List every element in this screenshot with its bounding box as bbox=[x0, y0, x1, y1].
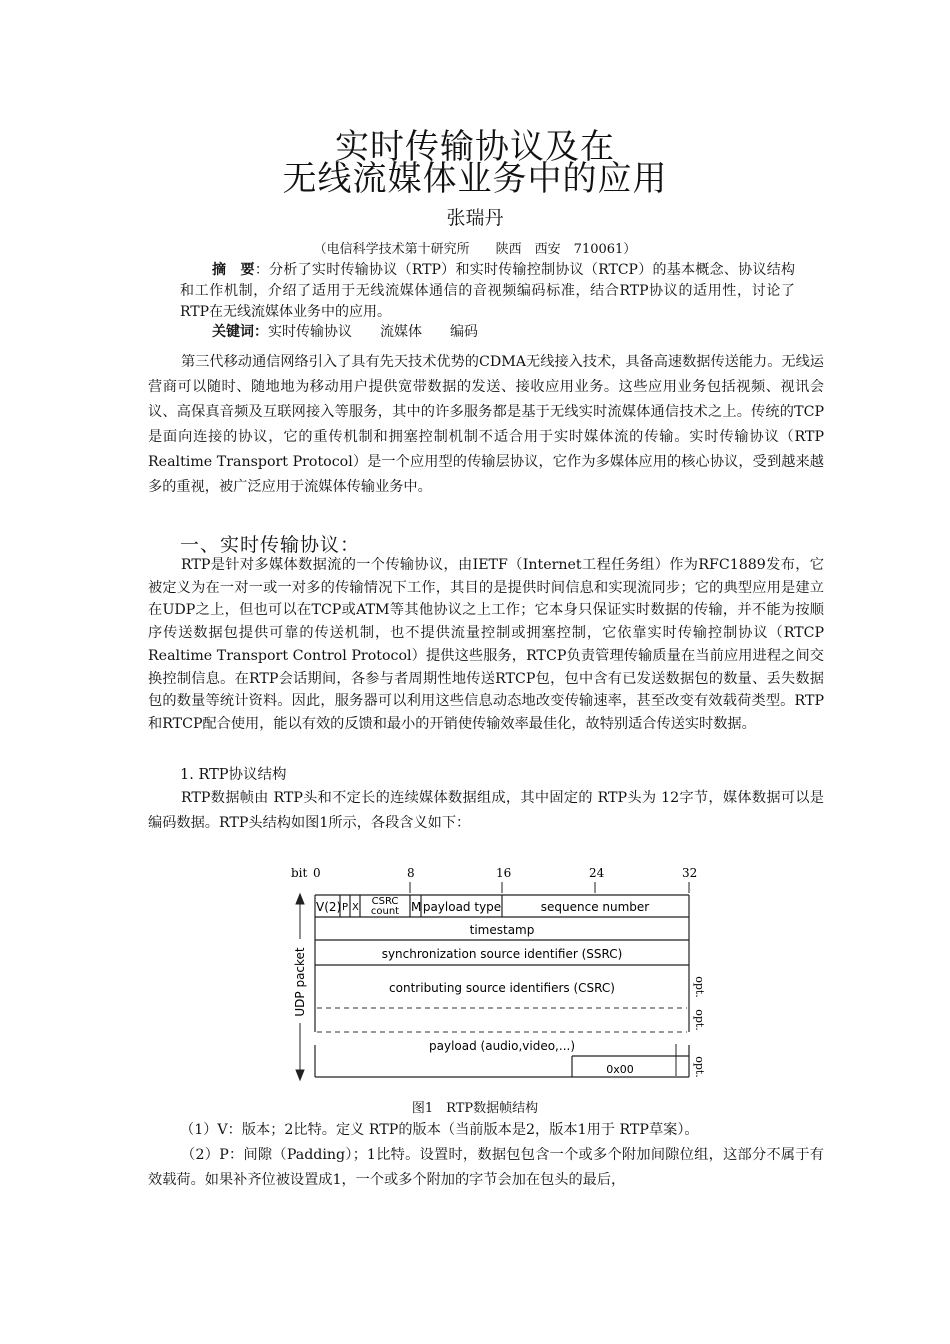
field-timestamp: timestamp bbox=[469, 923, 535, 937]
bit-tick-0: 0 bbox=[313, 866, 321, 880]
bit-tick-16: 16 bbox=[496, 866, 512, 880]
bit-tick-32: 32 bbox=[682, 866, 698, 880]
field-extension: X bbox=[352, 902, 359, 913]
field-csrc: contributing source identifiers (CSRC) bbox=[389, 981, 615, 995]
field-marker: M bbox=[411, 900, 422, 914]
intro-paragraph: 第三代移动通信网络引入了具有先天技术优势的CDMA无线接入技术，具备高速数据传送能力。无线运营商可以随时、随地地为移动用户提供宽带数据的发送、接收应用业务。这些应用业务包括视频、视讯会议、高保真音频及互联网接入等服务，其中的许多服务都是基于无线实时流媒体通信技术之上。传统的TCP是面向连接的协议，它的重传机制和拥塞控制机制不适合用于实时媒体流的传输。实时传输协议（RTP Realtime Transport Protocol）是一个应用型的传输层协议，它作为多媒体应用的核心协议，受到越来越多的重视，被广泛应用于流媒体传输业务中。 bbox=[148, 354, 824, 495]
subsection-1-paragraph: RTP数据帧由 RTP头和不定长的连续媒体数据组成，其中固定的 RTP头为 12字节，媒体数据可以是编码数据。RTP头结构如图1所示，各段含义如下： bbox=[148, 790, 824, 831]
section-1-heading: 一、实时传输协议： bbox=[180, 534, 361, 556]
item-version: （1）V：版本；2比特。定义 RTP的版本（当前版本是2，版本1用于 RTP草案）。 bbox=[180, 1122, 699, 1138]
field-padding-bytes: 0x00 bbox=[606, 1063, 634, 1076]
opt-label-csrc: opt. bbox=[693, 976, 706, 998]
field-csrc-count-2: count bbox=[370, 906, 400, 917]
field-payload: payload (audio,video,...) bbox=[429, 1039, 575, 1053]
keywords bbox=[212, 321, 478, 341]
bit-label: bit bbox=[291, 866, 308, 880]
udp-packet-label: UDP packet bbox=[293, 947, 307, 1017]
figure-caption: 图1 RTP数据帧结构 bbox=[411, 1101, 539, 1116]
abstract-text: ：分析了实时传输协议（RTP）和实时传输控制协议（RTCP）的基本概念、协议结构和工作机制，介绍了适用于无线流媒体通信的音视频编码标准，结合RTP协议的适用性，讨论了RTP在无线流媒体业务中的应用。 bbox=[180, 262, 795, 320]
keywords-text: 实时传输协议 流媒体 编码 bbox=[268, 324, 478, 340]
subsection-1-heading: 1. RTP协议结构 bbox=[180, 767, 287, 783]
opt-label-pad: opt. bbox=[693, 1056, 706, 1078]
keywords-label: 关键词： bbox=[212, 324, 268, 340]
opt-label-ext: opt. bbox=[693, 1009, 706, 1031]
field-version: V(2) bbox=[316, 900, 342, 914]
bit-tick-8: 8 bbox=[407, 866, 415, 880]
abstract-label: 摘 要 bbox=[212, 262, 255, 278]
field-ssrc: synchronization source identifier (SSRC) bbox=[381, 947, 623, 961]
rtp-frame-figure bbox=[280, 860, 710, 1090]
field-csrc-count-1: CSRC bbox=[371, 896, 399, 907]
field-sequence-number: sequence number bbox=[540, 900, 650, 914]
title-line-2: 无线流媒体业务中的应用 bbox=[282, 159, 668, 199]
field-padding: P bbox=[342, 902, 349, 913]
author: 张瑞丹 bbox=[446, 207, 504, 229]
abstract bbox=[180, 260, 795, 323]
item-padding: （2）P：间隙（Padding）；1比特。设置时，数据包包含一个或多个附加间隙位组，这部分不属于有效载荷。如果补齐位被设置成1，一个或多个附加的字节会加在包头的最后， bbox=[148, 1147, 824, 1188]
section-1-paragraph: RTP是针对多媒体数据流的一个传输协议，由IETF（Internet工程任务组）作为RFC1889发布，它被定义为在一对一或一对多的传输情况下工作，其目的是提供时间信息和实现流同步；它的典型应用是建立在UDP之上，但也可以在TCP或ATM等其他协议之上工作；它本身只保证实时数据的传输，并不能为按顺序传送数据包提供可靠的传送机制，也不提供流量控制或拥塞控制，它依靠实时传输控制协议（RTCP Realtime Transport Control Protocol）提供这些服务，RTCP负责管理传输质量在当前应用进程之间交换控制信息。在RTP会话期间，各参与者周期性地传送RTCP包，包中含有已发送数据包的数量、丢失数据包的数量等统计资料。因此，服务器可以利用这些信息动态地改变传输速率，甚至改变有效载荷类型。RTP和RTCP配合使用，能以有效的反馈和最小的开销使传输效率最佳化，故特别适合传送实时数据。 bbox=[148, 557, 824, 732]
title-line-1: 实时传输协议及在 bbox=[335, 127, 615, 167]
affiliation: （电信科学技术第十研究所 陕西 西安 710061） bbox=[313, 242, 637, 257]
bit-tick-24: 24 bbox=[589, 866, 605, 880]
field-payload-type: payload type bbox=[422, 900, 502, 914]
